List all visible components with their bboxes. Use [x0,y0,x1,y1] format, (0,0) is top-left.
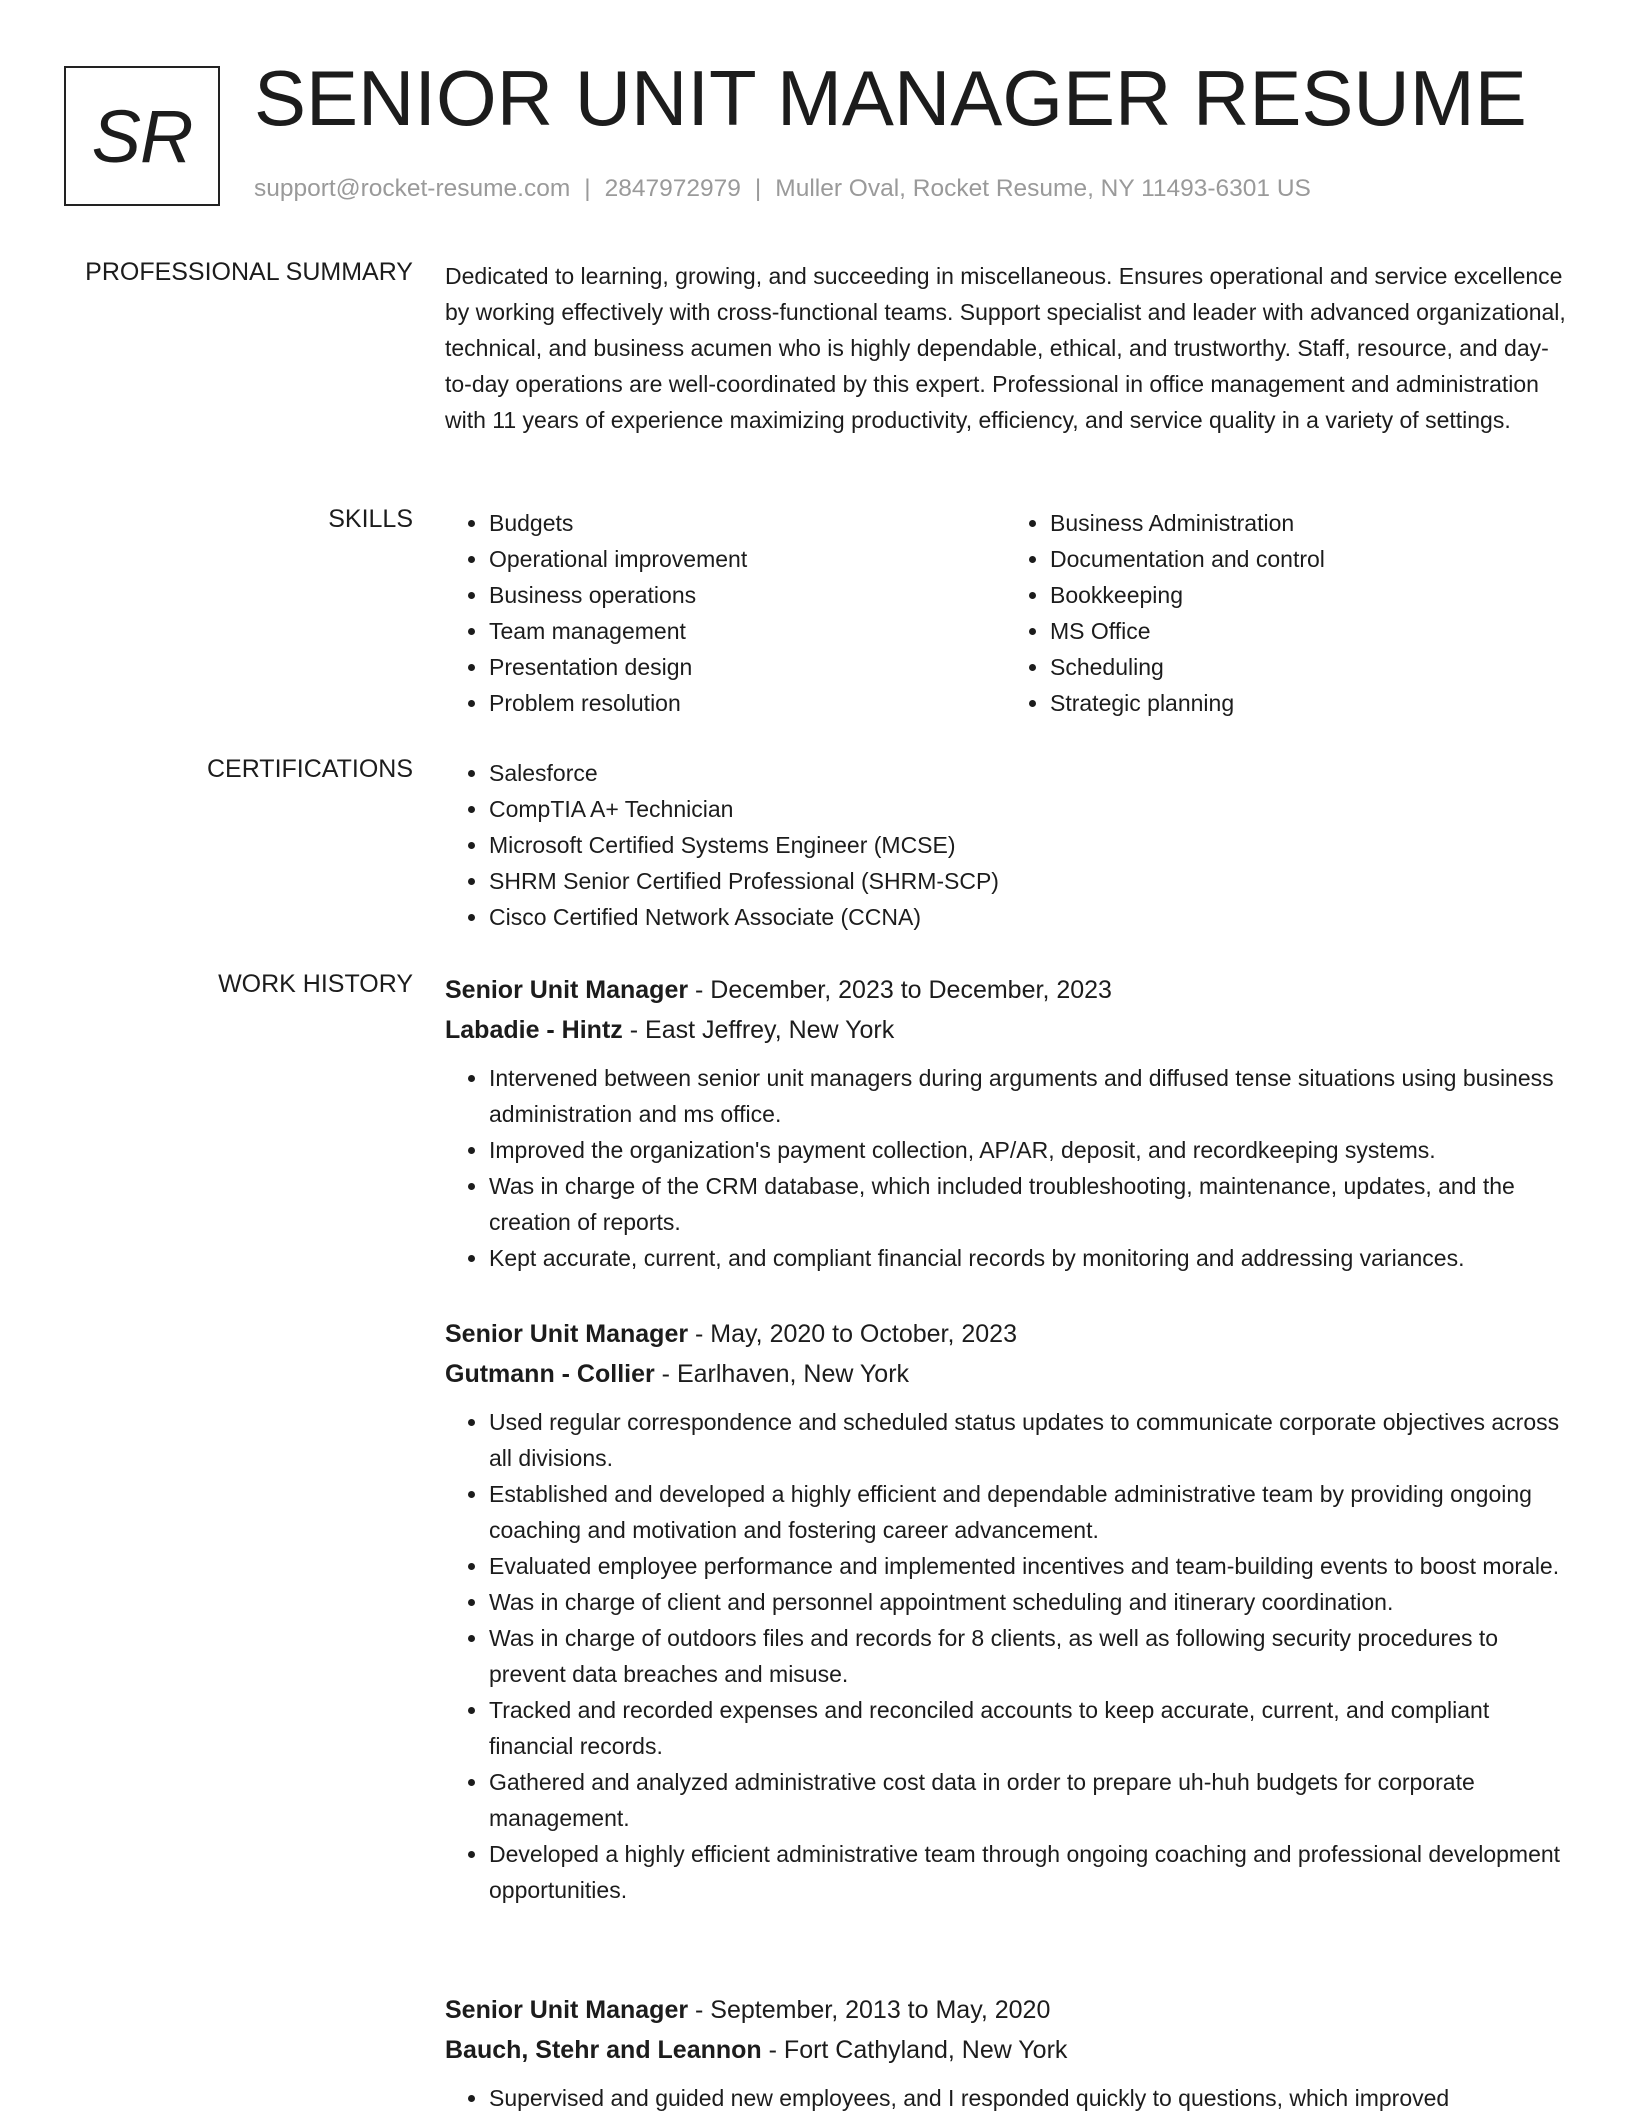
monogram-box [64,66,220,206]
job-company-line [445,1010,1567,1050]
job-bullet: • Was in charge of the CRM database, which included troubleshooting, maintenance, updates, and the creation of reports. [489,1168,1567,1240]
job-bullet: • Developed a highly efficient administrative team through ongoing coaching and professional development opportunities. [489,1836,1567,1908]
certifications-heading: CERTIFICATIONS [206,755,413,783]
certification-item: • Cisco Certified Network Associate (CCNA) [489,899,1567,935]
job-bullet: • Tracked and recorded expenses and reconciled accounts to keep accurate, current, and compliant financial records. [489,1692,1567,1764]
skills-heading: SKILLS [328,505,413,533]
contact-separator: | [754,175,762,202]
job-company-line [445,2030,1567,2070]
certifications-list [445,755,1567,935]
contact-email: support@rocket-resume.com [254,175,571,202]
job-bullet: • Established and developed a highly efficient and dependable administrative team by providing ongoing coaching and motivation and fostering career advancement. [489,1476,1567,1548]
skill-item: • Business Administration [1050,505,1567,541]
job-title-line [445,970,1567,1010]
contact-phone: 2847972979 [604,175,741,202]
job-body [445,1314,1567,1908]
skills-list-right [1006,505,1567,721]
skill-item: • Documentation and control [1050,541,1567,577]
job-body [445,1990,1567,2112]
summary-text: Dedicated to learning, growing, and succeeding in miscellaneous. Ensures operational and service excellence by working effectively with cross-functional teams. Support specialist and leader with advanced organizational, technical, and business acumen who is highly dependable, ethical, and trustworthy. Staff, resource, and day-to-day operations are well-coordinated by this expert. Professional in office management and administration with 11 years of experience maximizing productivity, efficiency, and service quality in a variety of settings. [445,263,1566,433]
job-bullet: • Gathered and analyzed administrative cost data in order to prepare uh-huh budgets for corporate management. [489,1764,1567,1836]
skills-grid [445,505,1567,721]
skill-item: • Business operations [489,577,1006,613]
job-location: - Earlhaven, New York [654,1360,910,1388]
job-title: Senior Unit Manager [445,1996,689,2024]
job-bullet: • Evaluated employee performance and implemented incentives and team-building events to boost morale. [489,1548,1567,1584]
skill-item: • Team management [489,613,1006,649]
job-bullets [445,1404,1567,1908]
job-title: Senior Unit Manager [445,1320,689,1348]
certification-item: • Microsoft Certified Systems Engineer (MCSE) [489,827,1567,863]
certification-item: • CompTIA A+ Technician [489,791,1567,827]
skill-item: • Scheduling [1050,649,1567,685]
job-bullet: • Supervised and guided new employees, and I responded quickly to questions, which improved [489,2080,1567,2112]
job-company: Labadie - Hintz [445,1016,623,1044]
skill-item: • Operational improvement [489,541,1006,577]
job-title-line [445,1314,1567,1354]
job-body [445,970,1567,1276]
job-dates: - May, 2020 to October, 2023 [688,1320,1017,1348]
job-bullet: • Kept accurate, current, and compliant financial records by monitoring and addressing variances. [489,1240,1567,1276]
job-company: Gutmann - Collier [445,1360,655,1388]
contact-address: Muller Oval, Rocket Resume, NY 11493-6301 US [775,175,1311,202]
job-dates: - September, 2013 to May, 2020 [688,1996,1051,2024]
skill-item: • Budgets [489,505,1006,541]
resume-title: SENIOR UNIT MANAGER RESUME [254,54,1527,142]
job-title-line [445,1990,1567,2030]
skill-item: • Bookkeeping [1050,577,1567,613]
job-bullet: • Intervened between senior unit managers during arguments and diffused tense situations using business administration and ms office. [489,1060,1567,1132]
job-bullets [445,2080,1567,2112]
job-bullet: • Was in charge of client and personnel appointment scheduling and itinerary coordination. [489,1584,1567,1620]
job-bullet: • Improved the organization's payment collection, AP/AR, deposit, and recordkeeping systems. [489,1132,1567,1168]
job-bullet: • Used regular correspondence and scheduled status updates to communicate corporate objectives across all divisions. [489,1404,1567,1476]
job-title: Senior Unit Manager [445,976,689,1004]
job-bullets [445,1060,1567,1276]
summary-body [445,258,1567,438]
monogram-initials: SR [91,94,193,178]
job-location: - Fort Cathyland, New York [761,2036,1068,2064]
skill-item: • MS Office [1050,613,1567,649]
skills-list-left [445,505,1006,721]
summary-heading: PROFESSIONAL SUMMARY [85,258,413,286]
work-history-heading: WORK HISTORY [218,970,413,998]
job-location: - East Jeffrey, New York [622,1016,895,1044]
job-bullet: • Was in charge of outdoors files and records for 8 clients, as well as following security procedures to prevent data breaches and misuse. [489,1620,1567,1692]
certification-item: • SHRM Senior Certified Professional (SHRM-SCP) [489,863,1567,899]
contact-separator: | [584,175,591,202]
job-company-line [445,1354,1567,1394]
skill-item: • Problem resolution [489,685,1006,721]
certifications-body [445,755,1567,935]
skills-body [445,505,1567,721]
job-company: Bauch, Stehr and Leannon [445,2036,762,2064]
skill-item: • Presentation design [489,649,1006,685]
skill-item: • Strategic planning [1050,685,1567,721]
job-dates: - December, 2023 to December, 2023 [688,976,1112,1004]
certification-item: • Salesforce [489,755,1567,791]
contact-line [254,175,1311,203]
